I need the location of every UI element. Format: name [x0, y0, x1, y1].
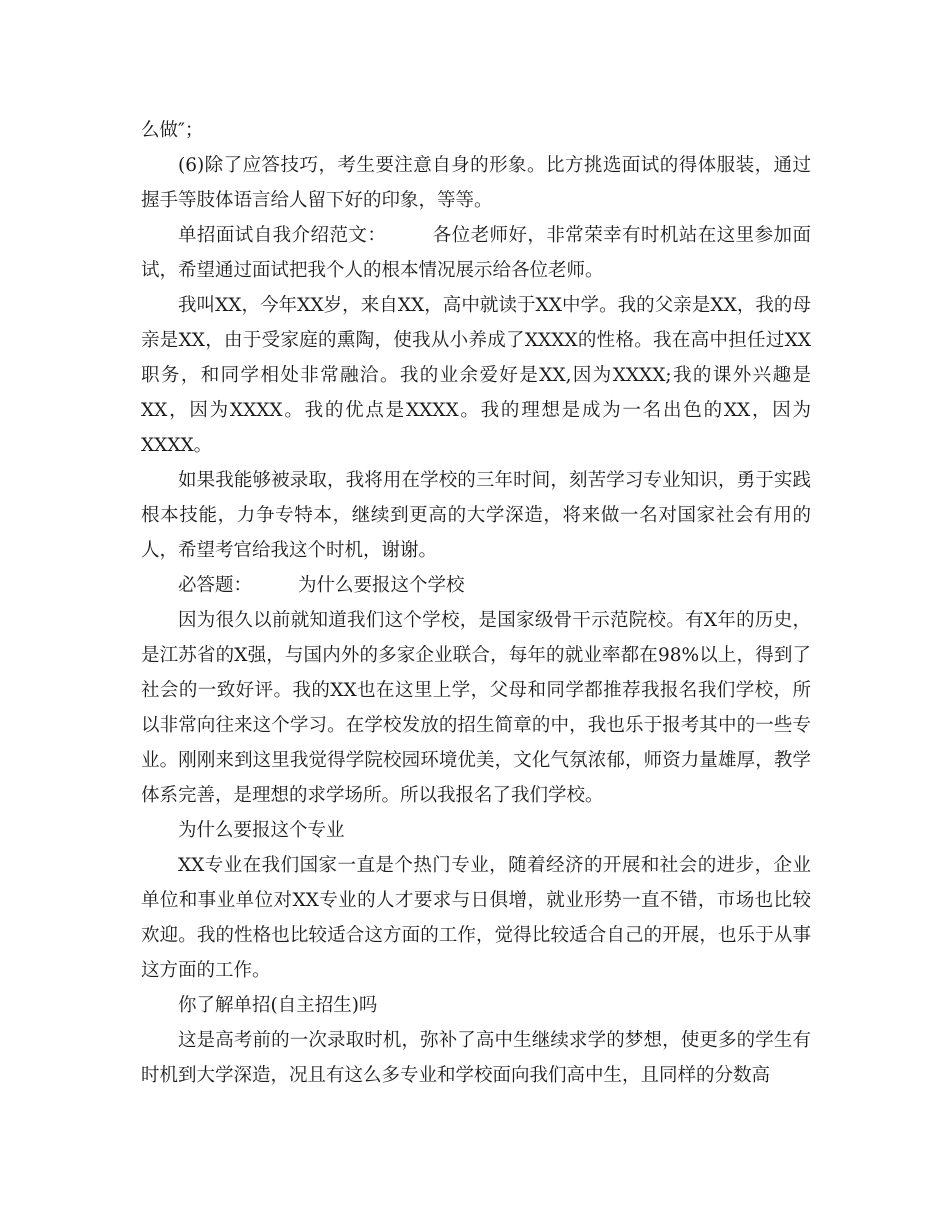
paragraph-2: (6)除了应答技巧，考生要注意自身的形象。比方挑选面试的得体服装，通过握手等肢体语言给人留下好的印象，等等。 [141, 155, 811, 211]
paragraph-4: 我叫XX，今年XX岁，来自XX，高中就读于XX中学。我的父亲是XX，我的母亲是XX，由于受家庭的熏陶，使我从小养成了XXXX的性格。我在高中担任过XX职务，和同学相处非常融洽。我的业余爱好是XX,因为XXXX;我的课外兴趣是XX，因为XXXX。我的优点是XXXX。我的理想是成为一名出色的XX，因为XXXX。 [141, 295, 811, 456]
intro-sample-text: 各位老师好，非常荣幸有时机站在这里参加面试，希望通过面试把我个人的根本情况展示给各位老师。 [141, 225, 811, 281]
intro-sample-label: 单招面试自我介绍范文： [178, 225, 387, 246]
required-question-label: 必答题： [178, 575, 253, 596]
required-question-text: 为什么要报这个学校 [298, 575, 465, 596]
paragraph-10: 你了解单招(自主招生)吗 [178, 995, 378, 1016]
paragraph-6 [141, 568, 811, 603]
paragraph-9: XX专业在我们国家一直是个热门专业，随着经济的开展和社会的进步，企业单位和事业单位对XX专业的人才要求与日俱增，就业形势一直不错，市场也比较欢迎。我的性格也比较适合这方面的工作，觉得比较适合自己的开展，也乐于从事这方面的工作。 [141, 855, 811, 981]
document-body [141, 113, 811, 1093]
paragraph-3 [141, 218, 811, 288]
paragraph-1: 么做″； [141, 120, 204, 141]
paragraph-11: 这是高考前的一次录取时机，弥补了高中生继续求学的梦想，使更多的学生有时机到大学深造，况且有这么多专业和学校面向我们高中生，且同样的分数高 [141, 1030, 811, 1086]
paragraph-5: 如果我能够被录取，我将用在学校的三年时间，刻苦学习专业知识，勇于实践根本技能，力争专特本，继续到更高的大学深造，将来做一名对国家社会有用的人，希望考官给我这个时机，谢谢。 [141, 470, 811, 561]
paragraph-7: 因为很久以前就知道我们这个学校，是国家级骨干示范院校。有X年的历史，是江苏省的X强，与国内外的多家企业联合，每年的就业率都在98%以上，得到了社会的一致好评。我的XX也在这里上学，父母和同学都推荐我报名我们学校，所以非常向往来这个学习。在学校发放的招生简章的中，我也乐于报考其中的一些专业。刚刚来到这里我觉得学院校园环境优美，文化气氛浓郁，师资力量雄厚，教学体系完善，是理想的求学场所。所以我报名了我们学校。 [141, 610, 811, 806]
paragraph-8: 为什么要报这个专业 [178, 820, 345, 841]
